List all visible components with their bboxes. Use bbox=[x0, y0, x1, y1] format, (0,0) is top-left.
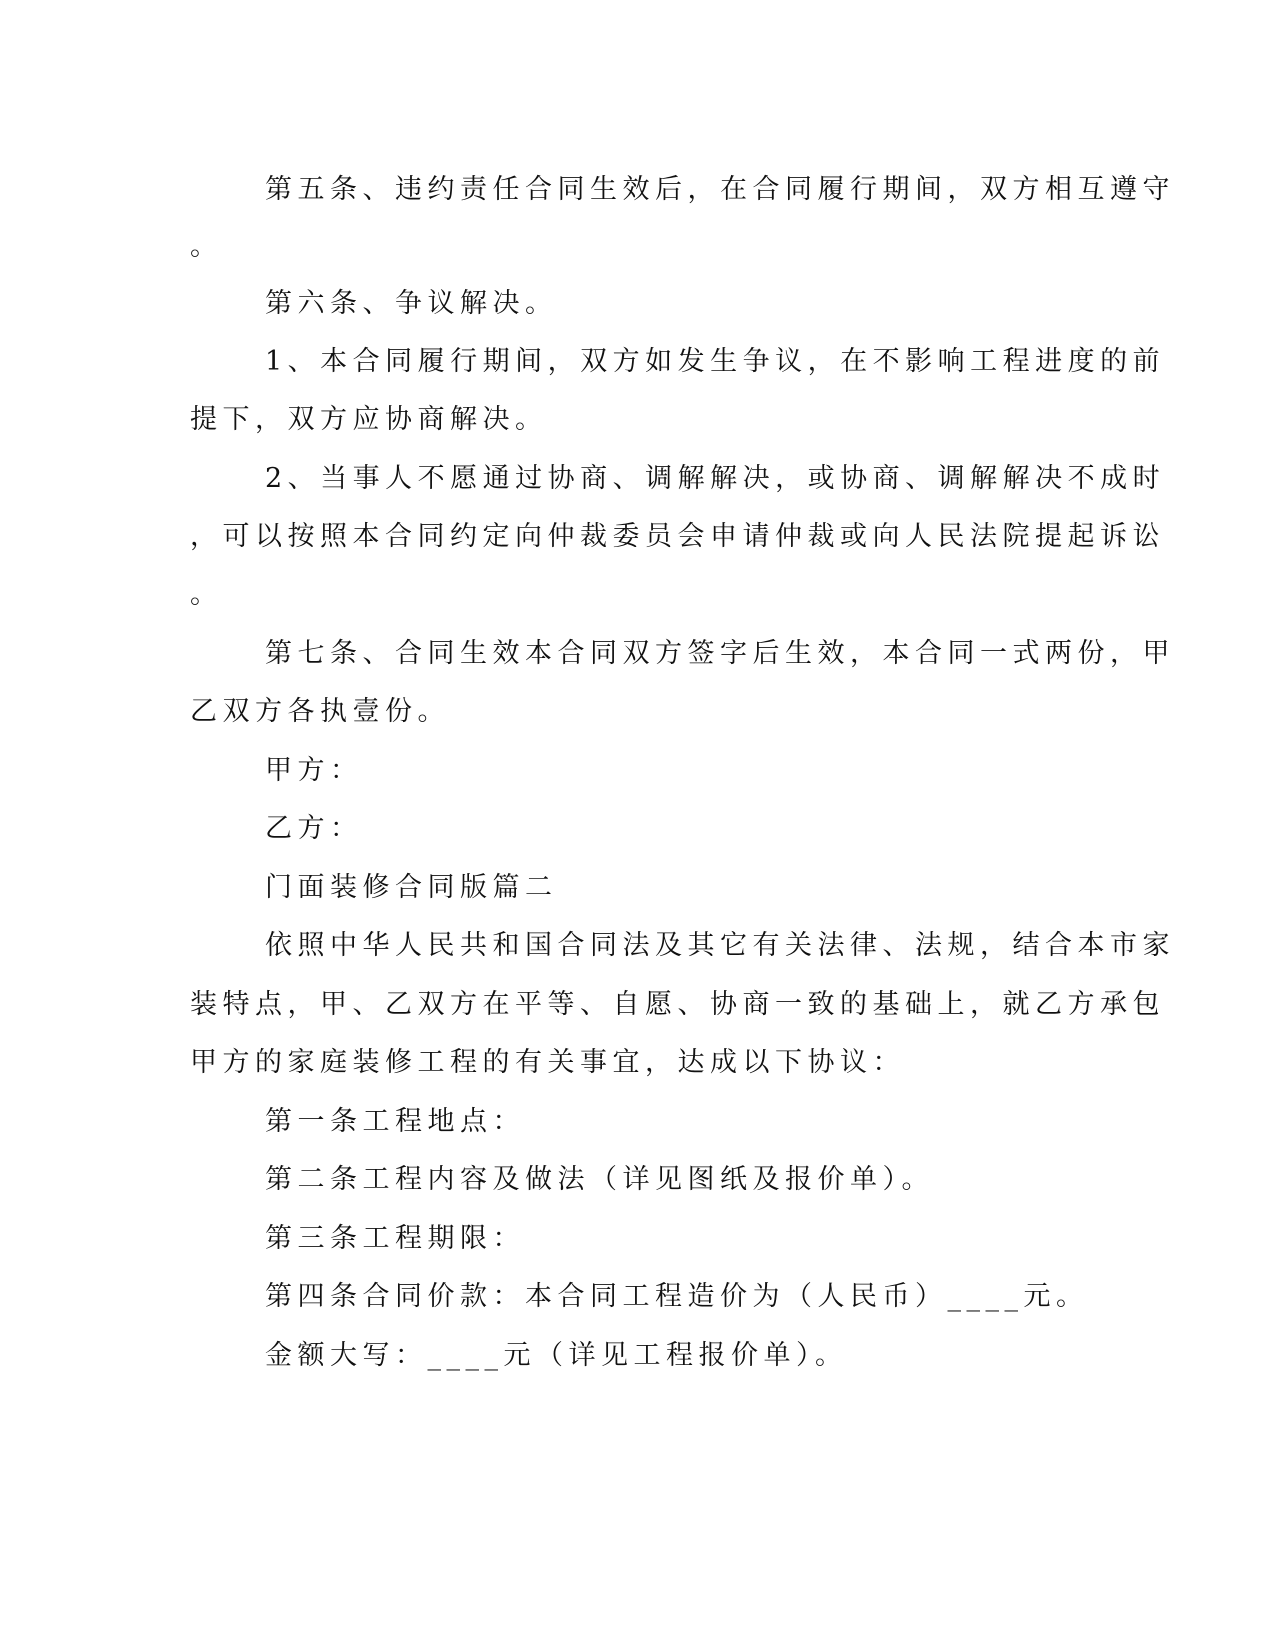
amount-in-words: 金额大写：____元（详见工程报价单）。 bbox=[265, 1340, 848, 1371]
preamble-line-3: 甲方的家庭装修工程的有关事宜，达成以下协议： bbox=[190, 1047, 905, 1078]
article-3-period: 第三条工程期限： bbox=[265, 1223, 525, 1254]
section-title: 门面装修合同版篇二 bbox=[265, 872, 558, 903]
party-b-label: 乙方： bbox=[265, 813, 363, 844]
clause-2-line-3: 。 bbox=[190, 579, 223, 610]
party-a-label: 甲方： bbox=[265, 755, 363, 786]
article-6-heading: 第六条、争议解决。 bbox=[265, 288, 558, 319]
article-1-location: 第一条工程地点： bbox=[265, 1106, 525, 1137]
clause-2-line-1: 2、当事人不愿通过协商、调解解决，或协商、调解解决不成时 bbox=[265, 463, 1166, 494]
preamble-line-1: 依照中华人民共和国合同法及其它有关法律、法规，结合本市家 bbox=[265, 930, 1175, 961]
article-7-line-2: 乙双方各执壹份。 bbox=[190, 696, 450, 727]
article-4-price: 第四条合同价款：本合同工程造价为（人民币）____元。 bbox=[265, 1281, 1089, 1312]
clause-2-line-2: ，可以按照本合同约定向仲裁委员会申请仲裁或向人民法院提起诉讼 bbox=[190, 521, 1165, 552]
clause-1-line-1: 1、本合同履行期间，双方如发生争议，在不影响工程进度的前 bbox=[265, 346, 1166, 377]
article-5-line-2: 。 bbox=[190, 231, 223, 262]
clause-1-line-2: 提下，双方应协商解决。 bbox=[190, 404, 548, 435]
article-7-line-1: 第七条、合同生效本合同双方签字后生效，本合同一式两份，甲 bbox=[265, 638, 1175, 669]
preamble-line-2: 装特点，甲、乙双方在平等、自愿、协商一致的基础上，就乙方承包 bbox=[190, 989, 1165, 1020]
article-2-content: 第二条工程内容及做法（详见图纸及报价单）。 bbox=[265, 1164, 934, 1195]
article-5-line-1: 第五条、违约责任合同生效后，在合同履行期间，双方相互遵守 bbox=[265, 174, 1175, 205]
